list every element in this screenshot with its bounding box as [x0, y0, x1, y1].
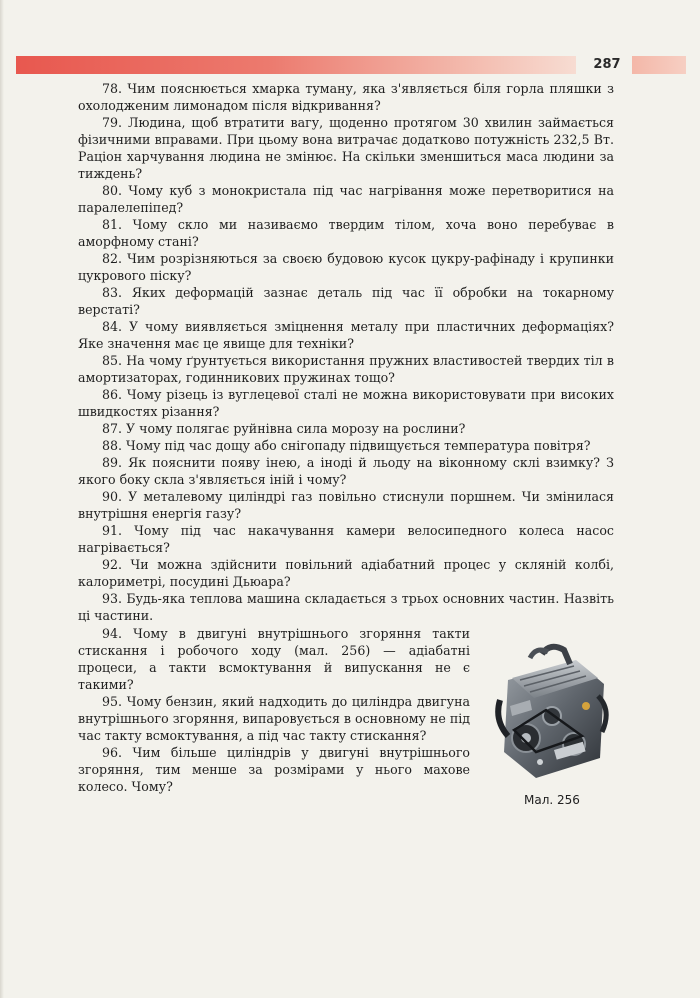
problem-83: 83. Яких деформацій зазнає деталь під час її обробки на токарному верстаті? [78, 285, 614, 317]
problem-89: 89. Як пояснити появу інею, а іноді й льоду на віконному склі взимку? З якого боку скла з'являється іній і чому? [78, 455, 614, 487]
header-color-bar [16, 56, 576, 74]
problem-90: 90. У металевому циліндрі газ повільно стиснули поршнем. Чи змінилася внутрішня енергія газу? [78, 489, 614, 521]
problem-94: 94. Чому в двигуні внутрішнього згоряння такти стискання і робочого ходу (мал. 256) — адіабатні процеси, а такти всмоктування й випускання не є такими? [78, 626, 470, 692]
problem-87: 87. У чому полягає руйнівна сила морозу на рослини? [102, 421, 466, 436]
problem-79: 79. Людина, щоб втратити вагу, щоденно протягом 30 хвилин займається фізичними вправами. При цьому вона витрачає додатково потужність 232,5 Вт. Раціон харчування людина не змінює. На скільки зменшиться маса людини за тиждень? [78, 115, 614, 181]
problem-81: 81. Чому скло ми називаємо твердим тілом, хоча воно перебуває в аморфному стані? [78, 217, 614, 249]
problem-91: 91. Чому під час накачування камери велосипедного колеса насос нагрівається? [78, 523, 614, 555]
engine-illustration [490, 640, 614, 790]
problem-93: 93. Будь-яка теплова машина складається з трьох основних частин. Назвіть ці частини. [78, 591, 614, 623]
figure-caption: Мал. 256 [524, 793, 580, 807]
problem-86: 86. Чому різець із вуглецевої сталі не можна використовувати при високих швидкостях різання? [78, 387, 614, 419]
page-number: 287 [593, 57, 621, 72]
problem-78: 78. Чим пояснюється хмарка туману, яка з'являється біля горла пляшки з охолодженим лимонадом після відкривання? [78, 81, 614, 113]
problem-85: 85. На чому ґрунтується використання пружних властивостей твердих тіл в амортизаторах, годинникових пружинах тощо? [78, 353, 614, 385]
header-color-tab [632, 56, 686, 74]
problem-95: 95. Чому бензин, який надходить до циліндра двигуна внутрішнього згоряння, випаровується в основному не під час такту всмоктування, а під час такту стискання? [78, 694, 470, 743]
problem-80: 80. Чому куб з монокристала під час нагрівання може перетворитися на паралелепіпед? [78, 183, 614, 215]
problem-92: 92. Чи можна здійснити повільний адіабатний процес у скляній колбі, калориметрі, посудині Дьюара? [78, 557, 614, 589]
problems-list-wrapped [78, 625, 470, 795]
page-edge-shadow [0, 0, 4, 998]
problem-84: 84. У чому виявляється зміцнення металу при пластичних деформаціях? Яке значення має це явище для техніки? [78, 319, 614, 351]
problem-96: 96. Чим більше циліндрів у двигуні внутрішнього згоряння, тим менше за розмірами у нього махове колесо. Чому? [78, 745, 470, 794]
problem-82: 82. Чим розрізняються за своєю будовою кусок цукру-рафінаду і крупинки цукрового піску? [78, 251, 614, 283]
problems-list [78, 80, 614, 624]
problem-88: 88. Чому під час дощу або снігопаду підвищується температура повітря? [102, 438, 591, 453]
